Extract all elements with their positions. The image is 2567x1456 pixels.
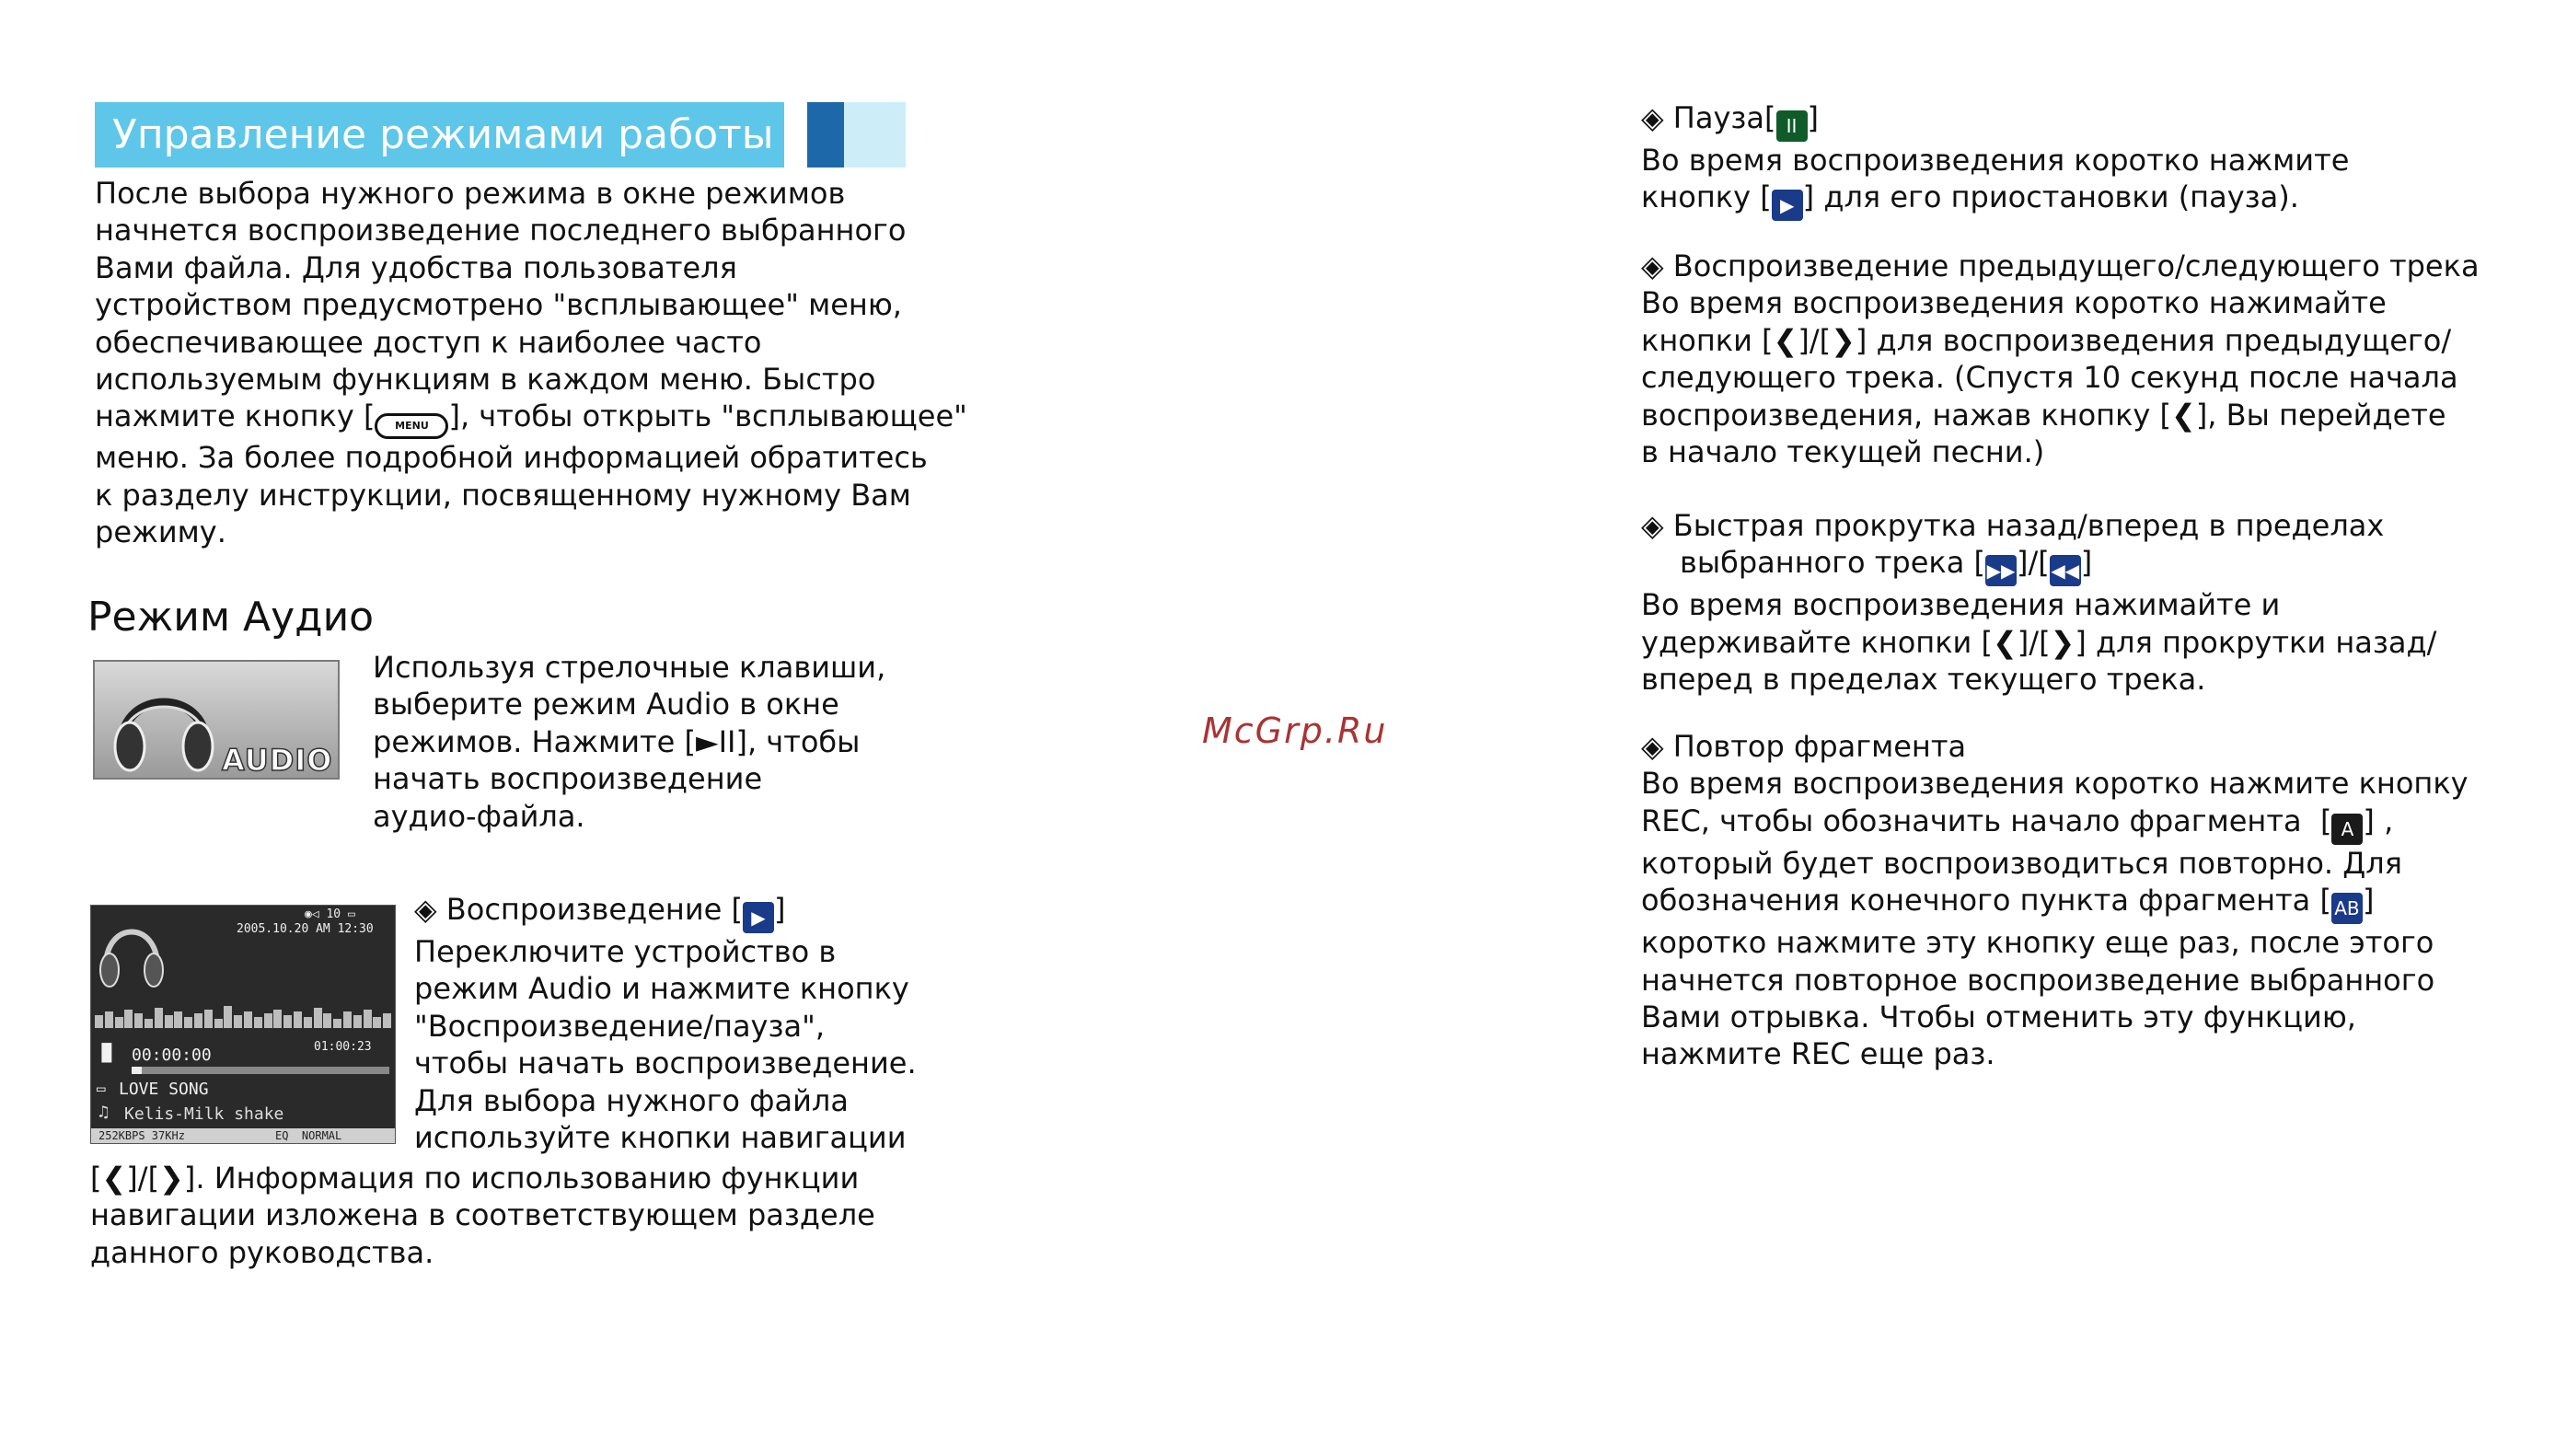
audio-line: Используя стрелочные клавиши, [373,650,886,685]
progress-bar [132,1067,389,1074]
audio-thumb-label: AUDIO [222,743,333,778]
equalizer-bar [155,1008,163,1028]
playback-line: Для выбора нужного файла [414,1082,849,1118]
equalizer-bar [364,1010,372,1028]
audio-mode-description [373,649,885,835]
playback-line: используйте кнопки навигации [414,1120,907,1156]
pause-heading-text: ] [1807,100,1819,135]
intro-line: меню. За более подробной информацией обратитесь [95,440,928,476]
intro-line: режиму. [95,514,226,550]
equalizer-bar [115,1017,123,1028]
playback-line: "Воспроизведение/пауза", [414,1008,825,1044]
prev-next-line: следующего трека. (Спустя 10 секунд после начала [1641,360,2458,396]
repeat-text: ] , [2363,803,2394,838]
scan-section [1641,507,2436,699]
volume-level: 10 [326,907,341,921]
header-accent-dark [807,102,844,168]
repeat-line: начнется повторное воспроизведение выбранного [1641,962,2435,998]
pause-heading-text: ◈ Пауза[ [1641,100,1776,135]
intro-line: устройством предусмотрено "всплывающее" меню, [95,287,902,323]
equalizer-bar [273,1010,282,1028]
equalizer-bar [383,1013,391,1028]
playback-heading-text: ] [773,892,786,927]
scan-heading-text: выбранного трека [ [1680,545,1985,581]
scan-heading: ◈ Быстрая прокрутка назад/вперед в пределах [1641,508,2385,543]
music-note-icon: ♫ [98,1103,109,1122]
scan-line: вперед в пределах текущего трека. [1641,662,2206,698]
repeat-heading: ◈ Повтор фрагмента [1641,729,1967,764]
repeat-text: ] [2362,883,2375,919]
audio-mode-thumbnail [93,660,340,780]
equalizer-bar [105,1011,113,1028]
folder-name: LOVE SONG [119,1080,209,1099]
rewind-icon: ◀◀ [2050,555,2081,586]
equalizer-bar [124,1010,133,1028]
menu-key-icon: MENU [375,413,448,439]
equalizer-bar [204,1010,213,1028]
repeat-line: Вами отрывка. Чтобы отменить эту функцию, [1641,1000,2356,1035]
equalizer-bar [134,1013,143,1028]
intro-line: обеспечивающее доступ к наиболее часто [95,324,762,360]
pause-icon: II [1776,110,1808,142]
intro-line: начнется воспроизведение последнего выбранного [95,213,907,248]
equalizer-bar [145,1019,153,1028]
playback-line: режим Audio и нажмите кнопку [414,971,909,1007]
folder-icon: ▭ [97,1080,106,1097]
pause-text: кнопку [ [1641,179,1772,215]
repeat-line: Во время воспроизведения коротко нажмите кнопку [1641,766,2469,802]
pause-icon: ▐▌ [97,1044,117,1063]
playback-heading [414,891,917,933]
equalizer-bar [95,1015,103,1028]
play-icon: ▶ [1772,190,1803,221]
playback-line: [❮]/[❯]. Информация по использованию функции [90,1161,860,1196]
playback-line: Переключите устройство в [414,934,837,969]
playback-line: чтобы начать воспроизведение. [414,1046,917,1081]
fast-forward-icon: ▶▶ [1985,555,2017,586]
watermark: McGrp.Ru [1202,711,1388,751]
intro-line: После выбора нужного режима в окне режимов [95,176,846,211]
repeat-section [1641,728,2469,1073]
equalizer-bar [214,1019,223,1028]
track-name: Kelis-Milk shake [124,1104,284,1124]
repeat-text: REC, чтобы обозначить начало фрагмента [ [1641,803,2332,838]
scan-heading-text: ] [2080,545,2093,581]
equalizer-bar [314,1008,322,1028]
playback-heading-text: ◈ Воспроизведение [ [414,892,743,927]
pause-heading [1641,99,2349,142]
section-title: Управление режимами работы [112,111,774,158]
pause-section [1641,99,2349,221]
intro-line: Вами файла. Для удобства пользователя [95,249,737,285]
prev-next-line: в начало текущей песни.) [1641,434,2045,470]
repeat-line: который будет воспроизводиться повторно. Для [1641,845,2402,881]
equalizer-bar [283,1015,292,1028]
battery-icon: ◉◁ [305,907,319,921]
scan-line: удерживайте кнопки [❮]/[❯] для прокрутки назад/ [1641,624,2437,660]
scan-line: Во время воспроизведения нажимайте и [1641,587,2281,623]
equalizer-bar [304,1017,312,1028]
equalizer-bar [174,1011,182,1028]
equalizer-bar [353,1015,362,1028]
bitrate: 252KBPS 37KHz [98,1129,185,1142]
intro-line [95,398,967,439]
header-accent-light [844,102,906,168]
elapsed-time: 00:00:00 [132,1046,212,1065]
equalizer-bar [194,1013,202,1028]
equalizer-bar [165,1015,173,1028]
repeat-a-icon: A [2331,814,2363,845]
equalizer-bar [244,1011,252,1028]
audio-line: режимов. Нажмите [►II], чтобы [373,723,861,759]
equalizer-bar [373,1017,381,1028]
equalizer-bar [323,1013,331,1028]
status-icons: ◉◁ 10 ▭ [305,907,355,921]
pause-text: ] для его приостановки (пауза). [1802,179,2299,215]
progress-bar-fill [132,1067,142,1074]
repeat-ab-icon: AB [2331,893,2363,924]
repeat-text: обозначения конечного пункта фрагмента [ [1641,883,2331,919]
prev-next-line: кнопки [❮]/[❯] для воспроизведения предыдущего/ [1641,322,2452,358]
prev-next-line: Во время воспроизведения коротко нажимайте [1641,285,2387,321]
eq-mode: EQ NORMAL [275,1129,342,1142]
player-screen [90,905,396,1144]
player-date: 2005.10.20 AM 12:30 [237,922,374,936]
audio-mode-title: Режим Аудио [87,594,375,641]
equalizer-bar [234,1015,242,1028]
repeat-line: нажмите REC еще раз. [1641,1036,1995,1072]
play-icon: ▶ [743,902,774,933]
audio-line: аудио-файла. [373,798,585,834]
prev-next-section [1641,248,2480,470]
equalizer-bar [184,1017,192,1028]
playback-section [414,891,917,1156]
repeat-line [1641,803,2469,845]
equalizer-bar [224,1006,232,1028]
pause-line: Во время воспроизведения коротко нажмите [1641,143,2350,178]
scan-heading [1641,544,2436,586]
prev-next-heading: ◈ Воспроизведение предыдущего/следующего трека [1641,248,2480,283]
audio-line: начать воспроизведение [373,761,763,797]
intro-text: ], чтобы открыть "всплывающее" [448,399,967,434]
intro-text: нажмите кнопку [ [95,399,376,434]
repeat-line: коротко нажмите эту кнопку еще раз, после этого [1641,925,2434,961]
intro-line: используемым функциям в каждом меню. Быстро [95,362,876,398]
pause-line [1641,179,2349,221]
intro-line: к разделу инструкции, посвященному нужному Вам [95,477,911,513]
total-time: 01:00:23 [314,1040,372,1054]
scan-heading-text: ]/[ [2017,545,2050,581]
equalizer-bar [333,1019,341,1028]
intro-paragraph [95,175,967,551]
audio-line: выберите режим Audio в окне [373,687,839,722]
playback-line: данного руководства. [90,1234,434,1270]
playback-continued [90,1160,875,1271]
prev-next-line: воспроизведения, нажав кнопку [❮], Вы перейдете [1641,397,2446,433]
repeat-line [1641,882,2469,924]
equalizer-bar [254,1017,262,1028]
equalizer-bar [264,1013,272,1028]
equalizer-bar [294,1011,302,1028]
headphones-icon [95,911,168,994]
playback-line: навигации изложена в соответствующем разделе [90,1197,875,1233]
equalizer-bar [343,1011,352,1028]
